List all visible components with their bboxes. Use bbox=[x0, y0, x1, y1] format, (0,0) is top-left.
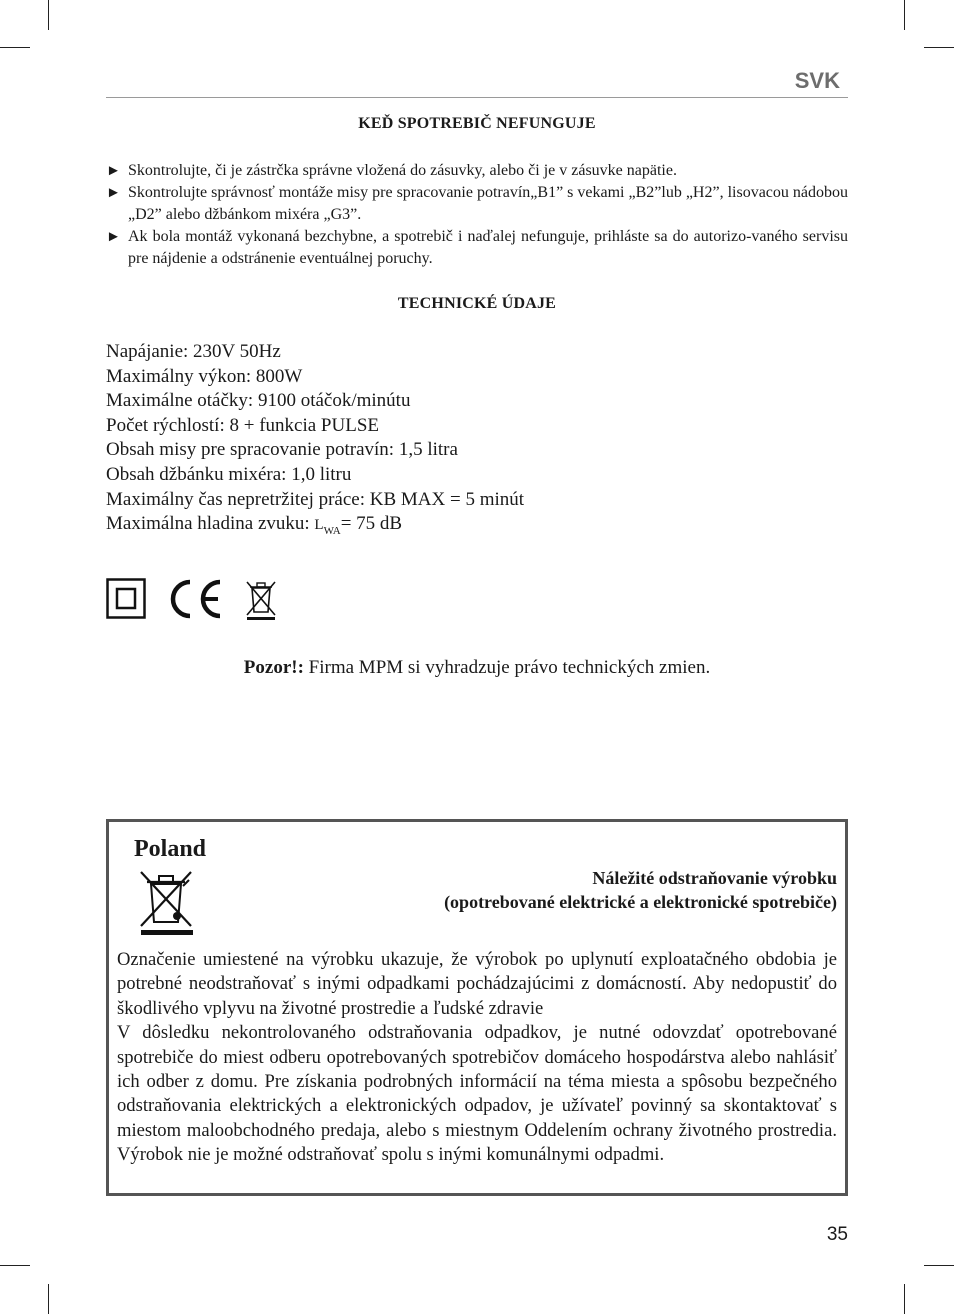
country-label: Poland bbox=[134, 836, 207, 862]
ce-mark-icon bbox=[166, 578, 224, 620]
noise-subscript: WA bbox=[323, 524, 341, 537]
spec-list bbox=[106, 340, 524, 544]
troubleshooting-list bbox=[106, 160, 848, 270]
crop-mark bbox=[48, 0, 49, 30]
crossed-bin-icon bbox=[244, 578, 278, 620]
crop-mark bbox=[0, 1265, 30, 1266]
spec-line: Obsah džbánku mixéra: 1,0 litru bbox=[106, 463, 352, 485]
arrow-bullet-icon: ► bbox=[106, 229, 121, 245]
disposal-title-line: Náležité odstraňovanie výrobku bbox=[592, 868, 837, 888]
technical-heading: TECHNICKÉ ÚDAJE bbox=[397, 295, 557, 312]
crop-mark bbox=[904, 1284, 905, 1314]
spec-line: Maximálne otáčky: 9100 otáčok/minútu bbox=[106, 390, 411, 412]
list-item bbox=[106, 182, 848, 226]
notice-text: Firma MPM si vyhradzuje právo technických zmien. bbox=[303, 657, 711, 678]
disposal-text: V dôsledku nekontrolovaného odstraňovania odpadkov, je nutné odovzdať opotrebované spotrebiče do miest odberu opotrebovaných spotrebičov domáceho hospodárstva alebo nahlásiť ich odber z domu. Pre získania podrobných informácií na téma miesta a spôsobu bezpečného odstraňovania elektrických a elektronických odpadov, je užívateľ povinný sa skontaktovať s miestom maloobchodného predaja, alebo s miestnym Oddelením ochrany životného prostredia. Výrobok nie je možné odstraňovať spolu s inými komunálnymi odpadmi. bbox=[117, 1022, 837, 1166]
crop-mark bbox=[904, 0, 905, 30]
arrow-bullet-icon: ► bbox=[106, 163, 121, 179]
double-square-class-ii-icon bbox=[106, 578, 146, 620]
list-item-text: Ak bola montáž vykonaná bezchybne, a spotrebič i naďalej nefunguje, prihláste sa do autorizo-vaného servisu pre nájdenie a odstránenie eventuálnej poruchy. bbox=[128, 228, 848, 267]
language-code: SVK bbox=[794, 68, 840, 93]
list-item-text: Skontrolujte správnosť montáže misy pre spracovanie potravín„B1” s vekami „B2”lub „H2”, lisovacou nádobou „D2” alebo džbánkom mixéra „G3”. bbox=[128, 184, 848, 223]
spec-line: Maximálny čas nepretržitej práce: KB MAX = 5 minút bbox=[106, 488, 525, 510]
list-item bbox=[106, 160, 848, 182]
page-number: 35 bbox=[826, 1224, 848, 1245]
troubleshooting-heading: KEĎ SPOTREBIČ NEFUNGUJE bbox=[358, 115, 596, 132]
disposal-title bbox=[444, 866, 837, 914]
disposal-text: Označenie umiestené na výrobku ukazuje, že výrobok po uplynutí exploatačného obdobia je potrebné neodstraňovať s inými odpadkami pochádzajúcimi z domácností. Aby nedopustiť do škodlivého vplyvu na životné prostredie a ľudské zdravie bbox=[117, 949, 837, 1019]
crossed-bin-icon bbox=[137, 866, 195, 936]
crop-mark bbox=[48, 1284, 49, 1314]
noise-symbol: L bbox=[314, 517, 324, 534]
header-rule bbox=[106, 97, 848, 98]
notice-line bbox=[106, 657, 848, 679]
noise-value: = 75 dB bbox=[340, 513, 403, 535]
crop-mark bbox=[924, 1265, 954, 1266]
noise-label: Maximálna hladina zvuku: bbox=[106, 513, 315, 535]
spec-line: Napájanie: 230V 50Hz bbox=[106, 341, 281, 362]
disposal-box bbox=[106, 819, 848, 1196]
disposal-title-line: (opotrebované elektrické a elektronické spotrebiče) bbox=[444, 892, 837, 912]
crop-mark bbox=[924, 47, 954, 48]
arrow-bullet-icon: ► bbox=[106, 185, 121, 201]
list-item-text: Skontrolujte, či je zástrčka správne vložená do zásuvky, alebo či je v zásuvke napätie. bbox=[128, 162, 677, 179]
disposal-paragraph bbox=[117, 948, 837, 1168]
spec-line: Maximálny výkon: 800W bbox=[106, 365, 303, 387]
spec-line: Počet rýchlostí: 8 + funkcia PULSE bbox=[106, 414, 379, 436]
notice-label: Pozor!: bbox=[243, 657, 304, 678]
crop-mark bbox=[0, 47, 30, 48]
list-item bbox=[106, 226, 848, 270]
spec-line-noise bbox=[106, 512, 524, 543]
spec-line: Obsah misy pre spracovanie potravín: 1,5 litra bbox=[106, 439, 458, 461]
